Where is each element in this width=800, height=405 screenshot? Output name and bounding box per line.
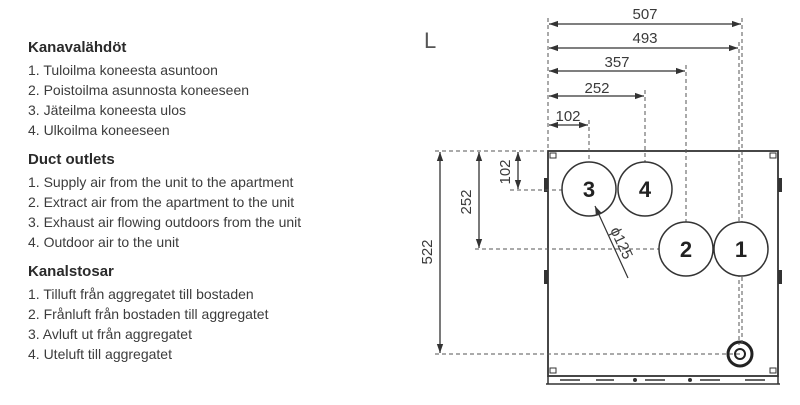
legend-item: 4. Outdoor air to the unit xyxy=(28,234,179,250)
dimension-label-493: 493 xyxy=(632,30,658,47)
dimension-label-252-depth: 252 xyxy=(458,189,475,215)
port-number: 1 xyxy=(734,237,748,262)
dimension-label-102-depth: 102 xyxy=(497,159,514,185)
legend-item: 2. Poistoilma asunnosta koneeseen xyxy=(28,82,250,98)
port-number: 4 xyxy=(638,177,652,202)
legend-heading: Kanavalähdöt xyxy=(28,39,127,56)
diameter-label: ϕ125 xyxy=(606,224,636,262)
duct-port-4 xyxy=(618,162,672,216)
legend-item: 4. Uteluft till aggregatet xyxy=(28,346,172,362)
legend-item: 1. Tilluft från aggregatet till bostaden xyxy=(28,286,254,302)
duct-port-3 xyxy=(562,162,616,216)
dimension-label-522: 522 xyxy=(419,239,436,265)
legend-item: 3. Jäteilma koneesta ulos xyxy=(28,102,186,118)
duct-port-2 xyxy=(659,222,713,276)
legend-item: 3. Exhaust air flowing outdoors from the unit xyxy=(28,214,302,230)
dimension-label-357: 357 xyxy=(604,54,630,71)
legend-item: 3. Avluft ut från aggregatet xyxy=(28,326,192,342)
port-number: 2 xyxy=(679,237,693,262)
port-number: 3 xyxy=(582,177,596,202)
duct-port-1 xyxy=(714,222,768,276)
legend-item: 1. Tuloilma koneesta asuntoon xyxy=(28,62,218,78)
legend-item: 2. Frånluft från bostaden till aggregatet xyxy=(28,306,269,322)
side-label: L xyxy=(424,28,437,53)
legend-item: 4. Ulkoilma koneeseen xyxy=(28,122,170,138)
dimension-label-252: 252 xyxy=(584,80,610,97)
legend-heading: Duct outlets xyxy=(28,151,115,168)
legend-item: 1. Supply air from the unit to the apartment xyxy=(28,174,294,190)
legend-item: 2. Extract air from the apartment to the unit xyxy=(28,194,295,210)
legend-heading: Kanalstosar xyxy=(28,263,114,280)
dimension-label-507: 507 xyxy=(632,6,658,23)
dimension-label-102-width: 102 xyxy=(555,108,581,125)
